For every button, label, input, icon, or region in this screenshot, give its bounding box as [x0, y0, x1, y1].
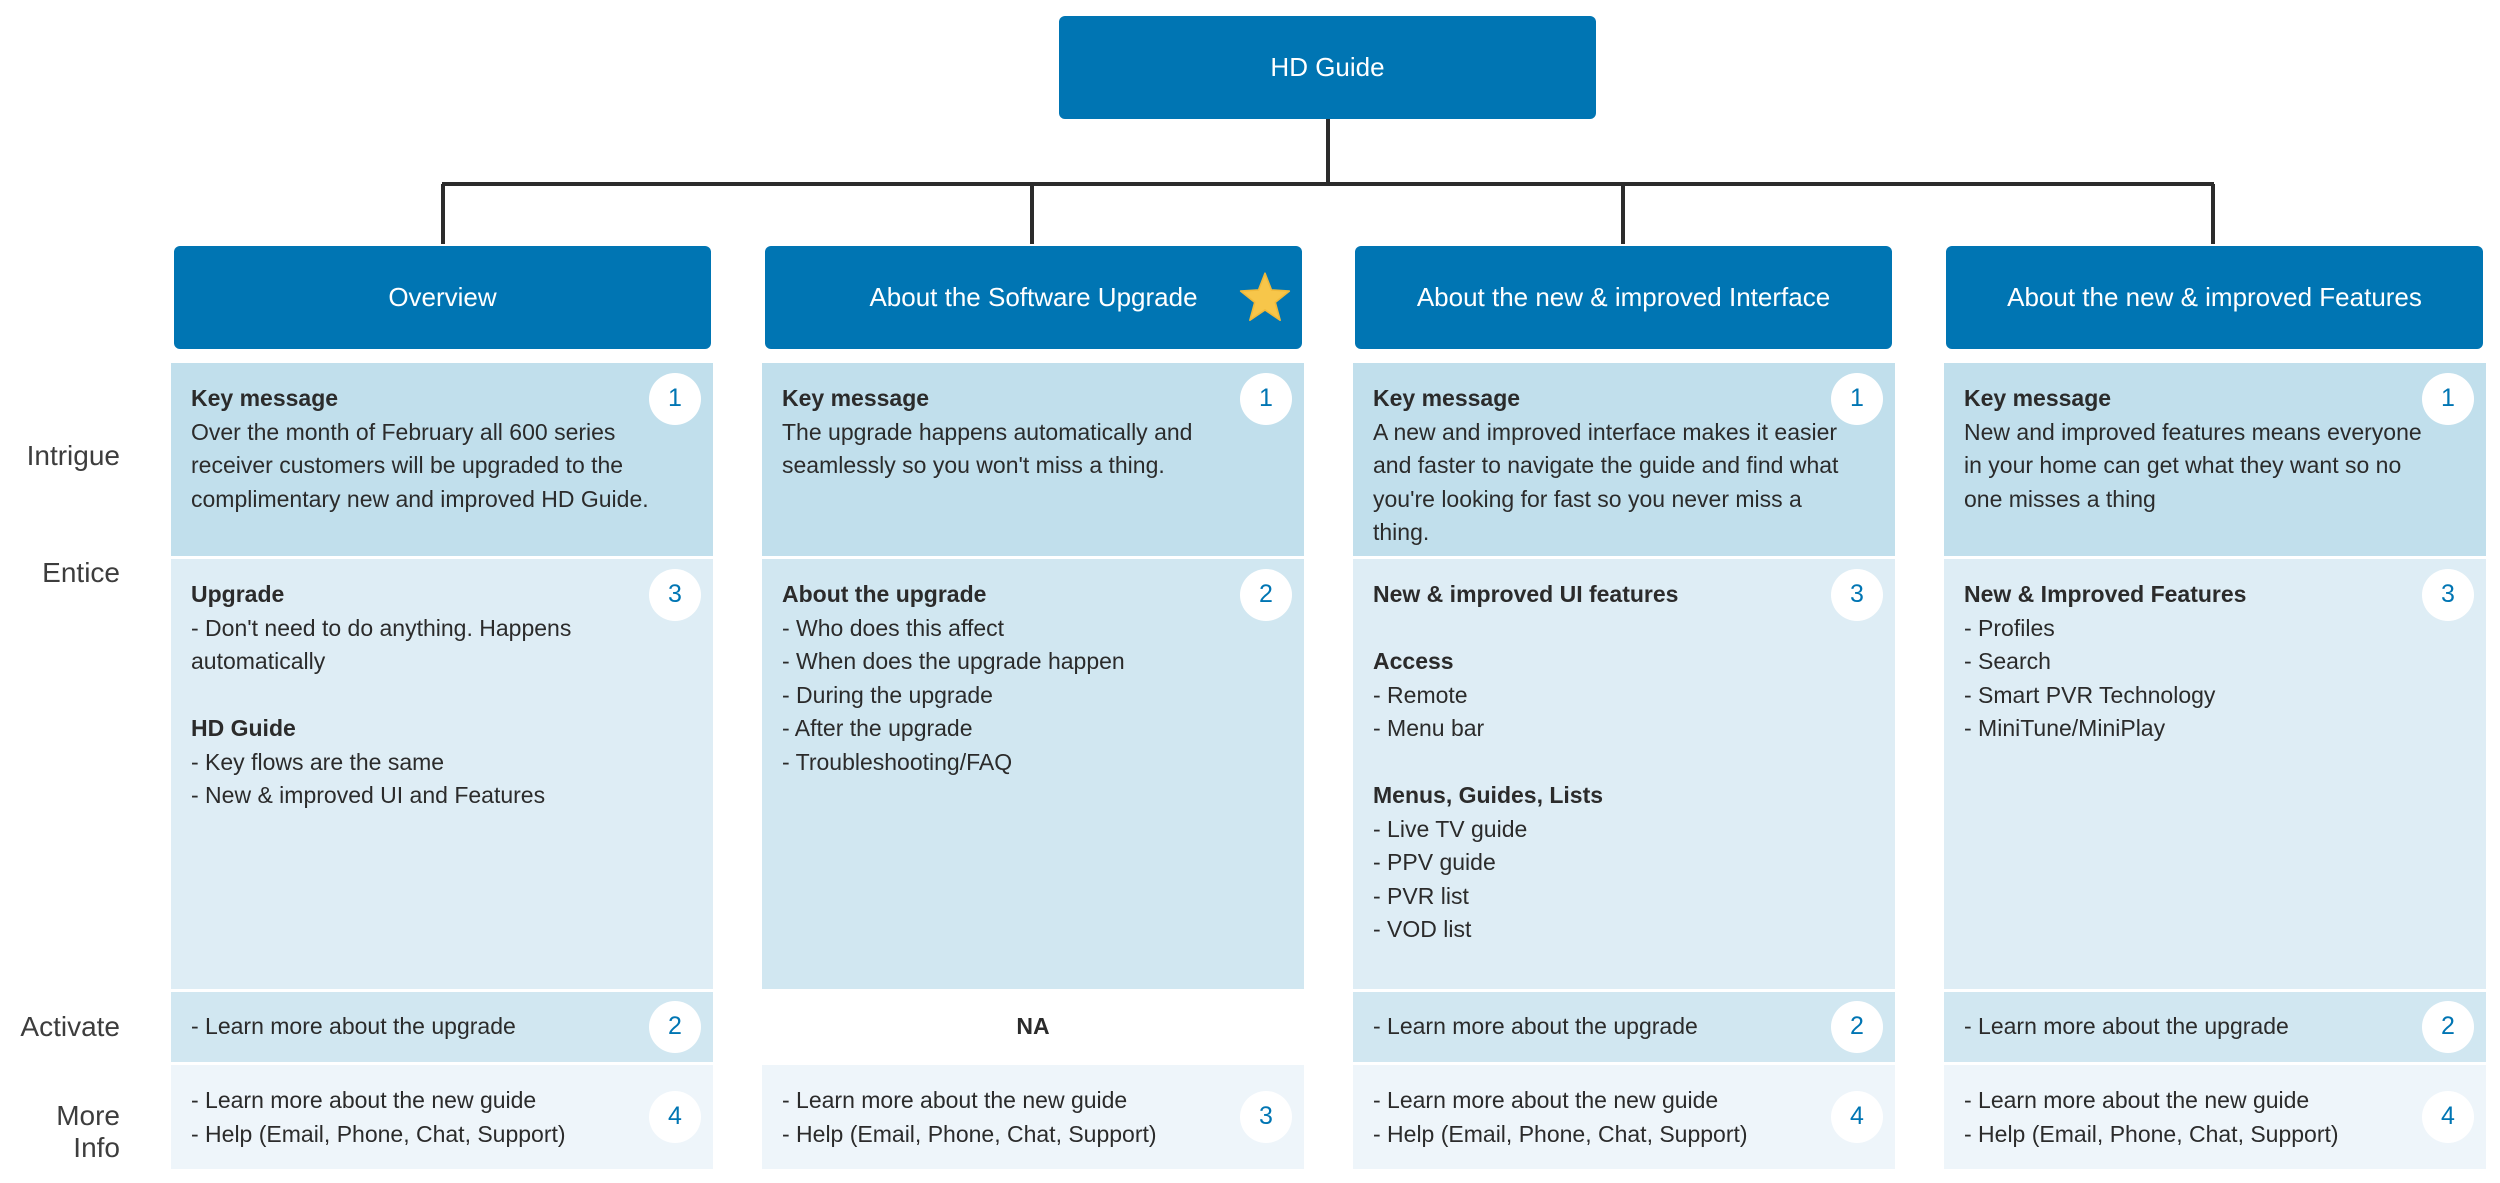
cell-activate-col-3	[1353, 992, 1895, 1062]
cell-activate-col-4	[1944, 992, 2486, 1062]
cell-activate-col-2	[762, 992, 1304, 1062]
root-node-label: HD Guide	[1270, 52, 1385, 82]
cell-heading: Key message	[1373, 385, 1521, 411]
cell-more-info-col-4	[1944, 1065, 2486, 1169]
cell-text-line: A new and improved interface makes it easier	[1373, 418, 1838, 445]
cell-text-line: Over the month of February all 600 series	[191, 418, 616, 445]
cell-text-line: - Profiles	[1964, 614, 2055, 641]
step-number-badge: 2	[1831, 1001, 1883, 1053]
cell-text-line: - Who does this affect	[782, 614, 1005, 641]
cell-text-line: - Help (Email, Phone, Chat, Support)	[1964, 1120, 2339, 1147]
step-number-badge: 2	[1240, 569, 1292, 621]
cell-text-line: seamlessly so you won't miss a thing.	[782, 452, 1165, 478]
step-number-badge: 1	[2422, 373, 2474, 425]
cell-heading: New & Improved Features	[1964, 581, 2247, 607]
row-label-more-info: More Info	[56, 1100, 120, 1163]
column-header-features	[1946, 246, 2483, 349]
cell-text-line: - Learn more about the new guide	[191, 1087, 537, 1113]
column-header-label: About the new & improved Features	[2007, 282, 2422, 312]
cell-entice-col-3	[1353, 559, 1895, 989]
cell-text-line: automatically	[191, 648, 326, 674]
step-number-badge: 3	[1240, 1091, 1292, 1143]
cell-text-line: - Remote	[1373, 681, 1468, 708]
cell-heading: Upgrade	[191, 581, 285, 607]
cell-heading: New & improved UI features	[1373, 581, 1679, 607]
cell-entice-col-1	[171, 559, 713, 989]
row-label-intrigue: Intrigue	[26, 440, 120, 471]
cell-text-line	[191, 679, 693, 713]
step-number-badge: 1	[649, 373, 701, 425]
cell-entice-col-4	[1944, 559, 2486, 989]
cell-text-line: - Smart PVR Technology	[1964, 681, 2216, 708]
step-number-badge: 3	[649, 569, 701, 621]
cell-text-line: - Learn more about the upgrade	[1964, 1013, 2289, 1040]
cell-text-line: - Learn more about the new guide	[1373, 1087, 1719, 1113]
cell-activate-col-1	[171, 992, 713, 1062]
cell-text-line: complimentary new and improved HD Guide.	[191, 485, 649, 512]
cell-intrigue-col-2	[762, 363, 1304, 556]
step-number-badge: 2	[2422, 1001, 2474, 1053]
column-header-label: About the new & improved Interface	[1416, 282, 1831, 312]
cell-text-line: - Troubleshooting/FAQ	[782, 748, 1013, 775]
cell-text-line: - Help (Email, Phone, Chat, Support)	[782, 1120, 1157, 1147]
cell-text-line: - Menu bar	[1373, 715, 1485, 741]
step-number-badge: 4	[1831, 1091, 1883, 1143]
column-header-label: Overview	[388, 282, 497, 312]
cell-text-line: - During the upgrade	[782, 681, 993, 708]
column-header-label: About the Software Upgrade	[869, 282, 1198, 312]
cell-text-line: - PPV guide	[1373, 849, 1496, 875]
cell-text-line: New and improved features means everyone	[1964, 418, 2422, 445]
cell-heading: Key message	[191, 385, 339, 411]
step-number-badge: 1	[1240, 373, 1292, 425]
cell-text-line: - Learn more about the upgrade	[191, 1013, 516, 1040]
cell-text-line	[1373, 746, 1875, 780]
cell-heading: Access	[1373, 648, 1454, 674]
row-label-activate: Activate	[20, 1011, 120, 1042]
step-number-badge: 1	[1831, 373, 1883, 425]
star-icon	[1238, 270, 1292, 324]
cell-text-line: - PVR list	[1373, 882, 1469, 909]
cell-text-line: - Don't need to do anything. Happens	[191, 614, 572, 641]
cell-text-line: - Live TV guide	[1373, 815, 1528, 842]
cell-entice-col-2	[762, 559, 1304, 989]
cell-heading: HD Guide	[191, 715, 296, 741]
cell-text-line: - MiniTune/MiniPlay	[1964, 715, 2166, 741]
cell-text-line: - Key flows are the same	[191, 748, 445, 775]
cell-more-info-col-2	[762, 1065, 1304, 1169]
column-header-interface	[1355, 246, 1892, 349]
cell-text-line	[1373, 612, 1875, 646]
row-label-entice: Entice	[42, 557, 120, 588]
cell-intrigue-col-3	[1353, 363, 1895, 556]
cell-text-line: - Learn more about the new guide	[1964, 1087, 2310, 1113]
cell-text-line: - Help (Email, Phone, Chat, Support)	[191, 1120, 566, 1147]
cell-text-line: - New & improved UI and Features	[191, 782, 546, 808]
cell-text-line: The upgrade happens automatically and	[782, 418, 1193, 445]
cell-heading: Key message	[782, 385, 930, 411]
cell-text-line: - VOD list	[1373, 916, 1472, 942]
cell-text-line: - Learn more about the upgrade	[1373, 1013, 1698, 1040]
cell-text-line: - After the upgrade	[782, 715, 973, 741]
cell-intrigue-col-4	[1944, 363, 2486, 556]
not-applicable-label: NA	[1016, 1013, 1050, 1040]
column-header-software-upgrade	[765, 246, 1302, 349]
cell-text-line: thing.	[1373, 519, 1430, 545]
cell-heading: Key message	[1964, 385, 2112, 411]
cell-text-line: - Help (Email, Phone, Chat, Support)	[1373, 1120, 1748, 1147]
cell-heading: About the upgrade	[782, 581, 987, 607]
cell-more-info-col-1	[171, 1065, 713, 1169]
step-number-badge: 3	[2422, 569, 2474, 621]
step-number-badge: 2	[649, 1001, 701, 1053]
cell-text-line: one misses a thing	[1964, 485, 2156, 512]
cell-more-info-col-3	[1353, 1065, 1895, 1169]
column-header-overview	[174, 246, 711, 349]
cell-text-line: receiver customers will be upgraded to the	[191, 452, 624, 478]
step-number-badge: 4	[649, 1091, 701, 1143]
cell-text-line: - Learn more about the new guide	[782, 1087, 1128, 1113]
cell-text-line: in your home can get what they want so no	[1964, 452, 2402, 478]
cell-text-line: you're looking for fast so you never miss a	[1373, 485, 1802, 512]
step-number-badge: 4	[2422, 1091, 2474, 1143]
step-number-badge: 3	[1831, 569, 1883, 621]
cell-text-line: - Search	[1964, 648, 2051, 674]
cell-text-line: - When does the upgrade happen	[782, 648, 1125, 674]
cell-intrigue-col-1	[171, 363, 713, 556]
cell-text-line: and faster to navigate the guide and find what	[1373, 452, 1839, 478]
cell-heading: Menus, Guides, Lists	[1373, 782, 1604, 808]
